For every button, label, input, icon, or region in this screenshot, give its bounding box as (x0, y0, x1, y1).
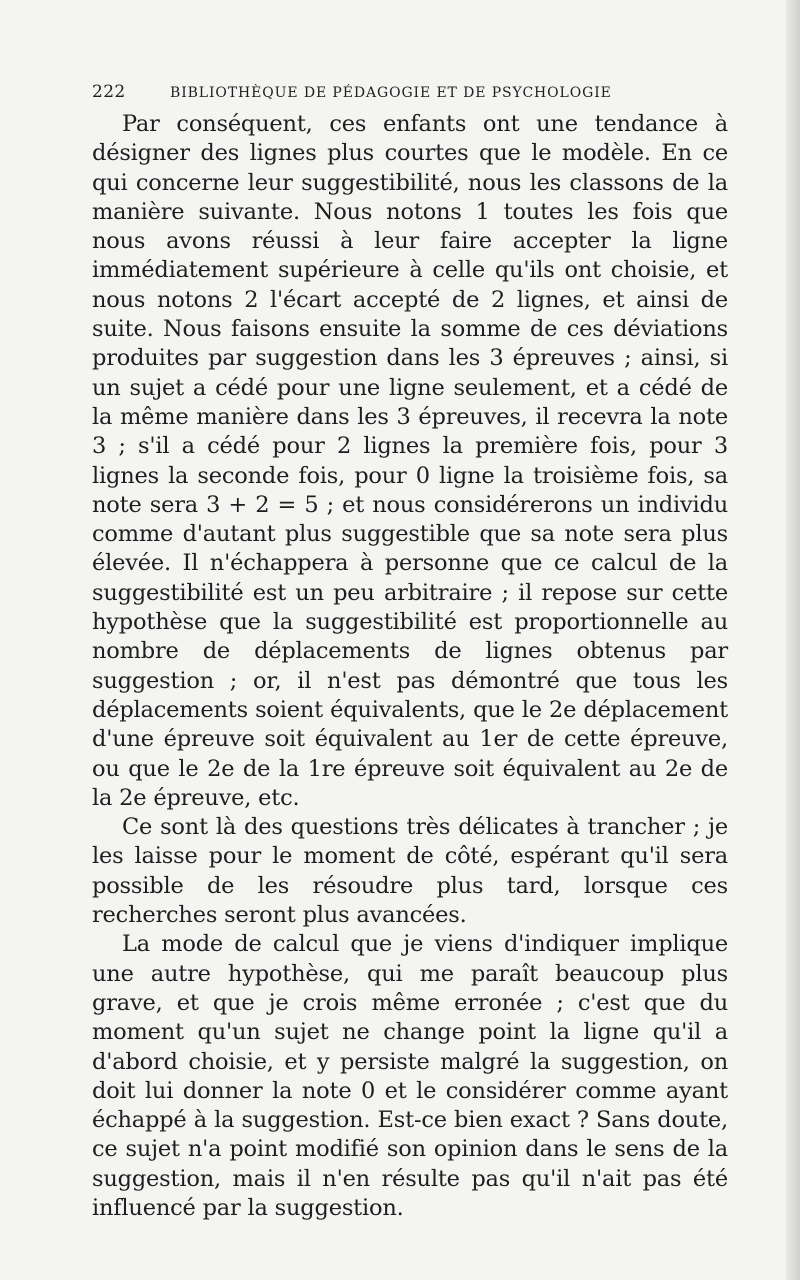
page-edge-shadow (786, 0, 800, 1280)
body-text (92, 110, 728, 1223)
running-header (92, 82, 728, 102)
paragraph: Ce sont là des questions très délicates à trancher ; je les laisse pour le moment de côté, espérant qu'il sera possible de les résoudre plus tard, lorsque ces recherches seront plus avancées. (92, 814, 728, 929)
paragraph: La mode de calcul que je viens d'indiquer implique une autre hypothèse, qui me paraît beaucoup plus grave, et que je crois même erronée ; c'est que du moment qu'un sujet ne change point la ligne qu'il a d'abord choisie, et y persiste malgré la suggestion, on doit lui donner la note 0 et le considérer comme ayant échappé à la suggestion. Est-ce bien exact ? Sans doute, ce sujet n'a point modifié son opinion dans le sens de la suggestion, mais il n'en résulte pas qu'il n'ait pas été influencé par la suggestion. (92, 931, 728, 1221)
paragraph: Par conséquent, ces enfants ont une tendance à désigner des lignes plus courtes que le modèle. En ce qui concerne leur suggestibilité, nous les classons de la manière suivante. Nous notons 1 toutes les fois que nous avons réussi à leur faire accepter la ligne immédiatement supérieure à celle qu'ils ont choisie, et nous notons 2 l'écart accepté de 2 lignes, et ainsi de suite. Nous faisons ensuite la somme de ces déviations produites par suggestion dans les 3 épreuves ; ainsi, si un sujet a cédé pour une ligne seulement, et a cédé de la même manière dans les 3 épreuves, il recevra la note 3 ; s'il a cédé pour 2 lignes la première fois, pour 3 lignes la seconde fois, pour 0 ligne la troisième fois, sa note sera 3 + 2 = 5 ; et nous considérerons un individu comme d'autant plus suggestible que sa note sera plus élevée. Il n'échappera à personne que ce calcul de la suggestibilité est un peu arbitraire ; il repose sur cette hypothèse que la suggestibilité est proportionnelle au nombre de déplacements de lignes obtenus par suggestion ; or, il n'est pas démontré que tous les déplacements soient équivalents, que le 2e déplacement d'une épreuve soit équivalent au 1er de cette épreuve, ou que le 2e de la 1re épreuve soit équivalent au 2e de la 2e épreuve, etc. (92, 111, 728, 811)
page-number: 222 (92, 82, 126, 102)
running-title: BIBLIOTHÈQUE DE PÉDAGOGIE ET DE PSYCHOLOGIE (170, 85, 612, 101)
book-page (92, 82, 728, 1223)
